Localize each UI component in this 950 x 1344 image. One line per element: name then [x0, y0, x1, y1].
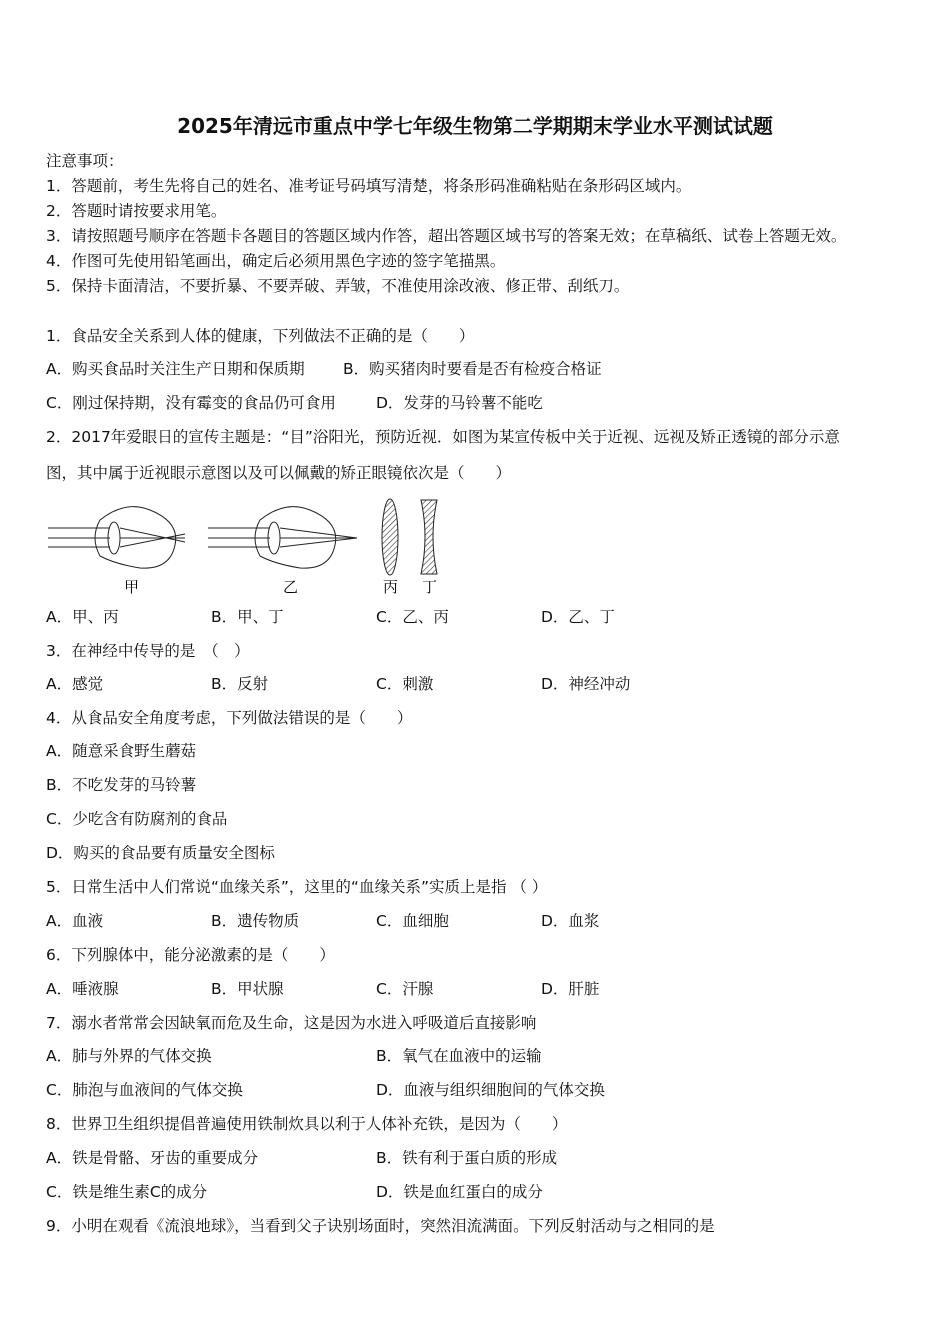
- option: A．购买食品时关注生产日期和保质期: [46, 360, 305, 378]
- note-item: 2．答题时请按要求用笔。: [46, 202, 227, 220]
- option: C．肺泡与血液间的气体交换: [46, 1081, 243, 1099]
- question-stem: 3．在神经中传导的是 （ ）: [46, 642, 250, 660]
- option: C．乙、丙: [376, 608, 449, 626]
- option: B．遗传物质: [211, 912, 300, 930]
- option: D．肝脏: [541, 980, 600, 998]
- option: C．少吃含有防腐剂的食品: [46, 810, 228, 828]
- option: D．神经冲动: [541, 675, 631, 693]
- option: A．甲、丙: [46, 608, 119, 626]
- note-item: 3．请按照题号顺序在答题卡各题目的答题区域内作答，超出答题区域书写的答案无效；在草稿纸、试卷上答题无效。: [46, 227, 847, 245]
- question-stem: 5．日常生活中人们常说“血缘关系”，这里的“血缘关系”实质上是指 （ ）: [46, 878, 548, 896]
- option: B．铁有利于蛋白质的形成: [376, 1149, 558, 1167]
- figure-label: 丙: [383, 578, 399, 596]
- option: D．购买的食品要有质量安全图标: [46, 844, 275, 862]
- option: B．甲状腺: [211, 980, 284, 998]
- option: A．随意采食野生蘑菇: [46, 742, 197, 760]
- option: A．肺与外界的气体交换: [46, 1047, 212, 1065]
- page-title: 2025年清远市重点中学七年级生物第二学期期末学业水平测试试题: [177, 114, 773, 138]
- note-item: 4．作图可先使用铅笔画出，确定后必须用黑色字迹的签字笔描黑。: [46, 252, 506, 270]
- option: D．血浆: [541, 912, 600, 930]
- option: B．甲、丁: [211, 608, 284, 626]
- option: A．唾液腺: [46, 980, 119, 998]
- question-stem: 8．世界卫生组织提倡普遍使用铁制炊具以利于人体补充铁，是因为（ ）: [46, 1115, 568, 1133]
- option: B．购买猪肉时要看是否有检疫合格证: [343, 360, 602, 378]
- option: A．血液: [46, 912, 104, 930]
- option: C．血细胞: [376, 912, 449, 930]
- note-item: 1．答题前，考生先将自己的姓名、准考证号码填写清楚，将条形码准确粘贴在条形码区域内。: [46, 177, 692, 195]
- option: D．铁是血红蛋白的成分: [376, 1183, 543, 1201]
- option: B．不吃发芽的马铃薯: [46, 776, 197, 794]
- question-stem-cont: 图，其中属于近视眼示意图以及可以佩戴的矫正眼镜依次是（ ）: [46, 464, 512, 482]
- notes-heading: 注意事项：: [46, 152, 124, 170]
- question-stem: 1．食品安全关系到人体的健康，下列做法不正确的是（ ）: [46, 327, 475, 345]
- question-stem: 6．下列腺体中，能分泌激素的是（ ）: [46, 946, 335, 964]
- eye-lens-figure: [40, 490, 460, 600]
- option: B．氧气在血液中的运输: [376, 1047, 542, 1065]
- option: D．乙、丁: [541, 608, 615, 626]
- option: D．发芽的马铃薯不能吃: [376, 394, 543, 412]
- option: C．汗腺: [376, 980, 434, 998]
- myopia-eye-diagram: [48, 507, 185, 568]
- hyperopia-eye-diagram: [208, 507, 357, 568]
- option: A．铁是骨骼、牙齿的重要成分: [46, 1149, 259, 1167]
- option: C．铁是维生素C的成分: [46, 1183, 208, 1201]
- question-stem: 4．从食品安全角度考虑，下列做法错误的是（ ）: [46, 709, 413, 727]
- concave-lens-icon: [421, 500, 437, 574]
- option: C．刚过保持期，没有霉变的食品仍可食用: [46, 394, 336, 412]
- figure-label: 甲: [124, 578, 140, 596]
- note-item: 5．保持卡面清洁，不要折暴、不要弄破、弄皱，不准使用涂改液、修正带、刮纸刀。: [46, 277, 630, 295]
- option: B．反射: [211, 675, 269, 693]
- option: D．血液与组织细胞间的气体交换: [376, 1081, 605, 1099]
- question-stem: 9．小明在观看《流浪地球》，当看到父子诀别场面时，突然泪流满面。下列反射活动与之相同的是: [46, 1217, 715, 1235]
- question-stem: 7．溺水者常常会因缺氧而危及生命，这是因为水进入呼吸道后直接影响: [46, 1014, 537, 1032]
- question-stem: 2．2017年爱眼日的宣传主题是：“目”浴阳光，预防近视．如图为某宣传板中关于近视、远视及矫正透镜的部分示意: [46, 428, 840, 446]
- option: C．刺激: [376, 675, 434, 693]
- convex-lens-icon: [382, 499, 398, 575]
- figure-label: 乙: [283, 578, 299, 596]
- figure-label: 丁: [422, 578, 438, 596]
- option: A．感觉: [46, 675, 104, 693]
